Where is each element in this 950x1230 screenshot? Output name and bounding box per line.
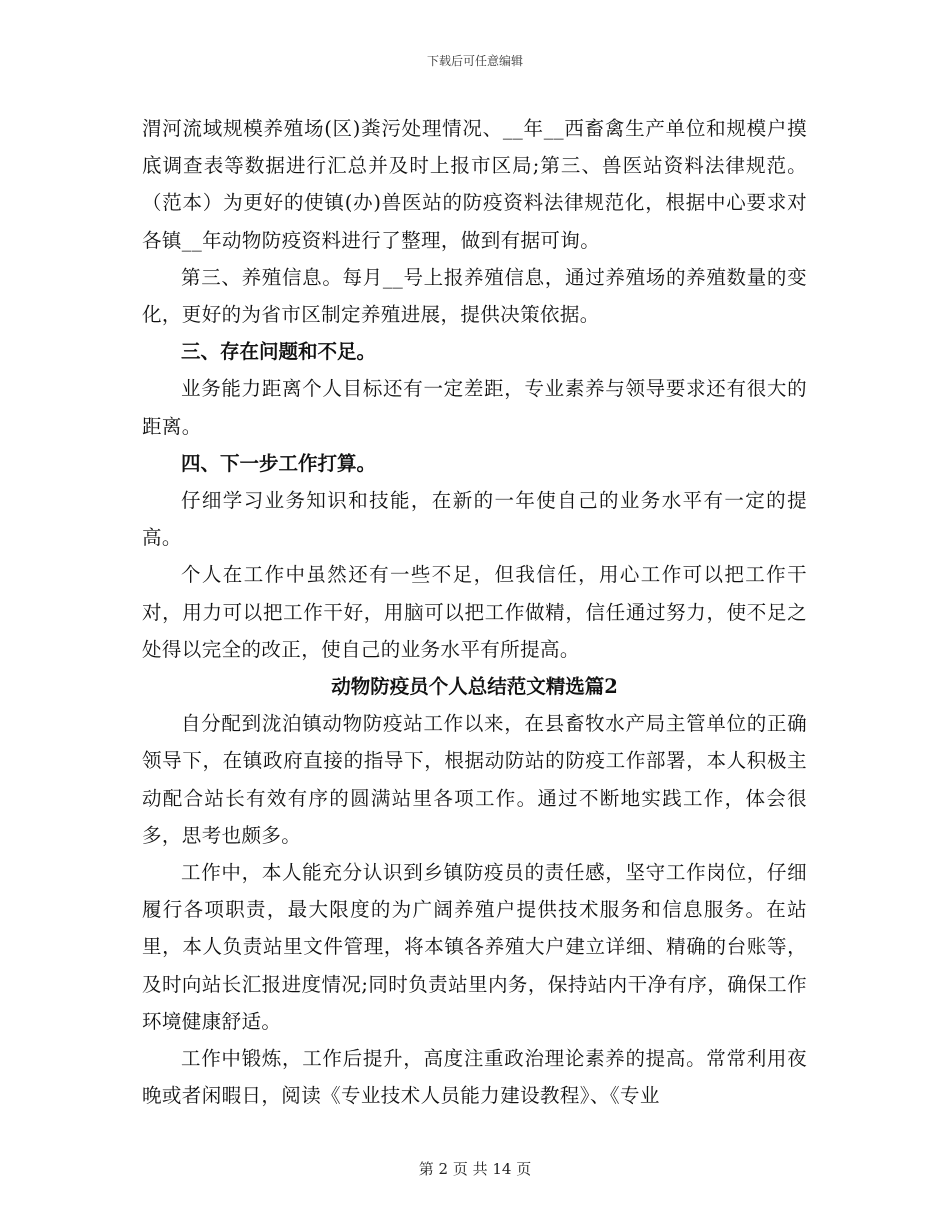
paragraph-self-improvement: 工作中锻炼，工作后提升，高度注重政治理论素养的提高。常常利用夜晚或者闲暇日，阅读《专业技术人员能力建设教程》、《专业: [142, 1047, 807, 1108]
article-title-part-2: 动物防疫员个人总结范文精选篇2: [331, 675, 618, 699]
section-heading-next-steps: 四、下一步工作打算。: [181, 451, 377, 475]
document-body: [142, 110, 807, 1114]
paragraph-problems: 业务能力距离个人目标还有一定差距，专业素养与领导要求还有很大的距离。: [142, 377, 807, 438]
paragraph-manure-data: 渭河流域规模养殖场(区)粪污处理情况、__年__西畜禽生产单位和规模户摸底调查表等数据进行汇总并及时上报市区局;第三、兽医站资料法律规范。（范本）为更好的使镇(办)兽医站的防疫资料法律规范化，根据中心要求对各镇__年动物防疫资料进行了整理，做到有据可询。: [142, 117, 807, 252]
page-number: 第 2 页 共 14 页: [418, 1160, 532, 1178]
section-heading-problems: 三、存在问题和不足。: [181, 340, 377, 364]
paragraph-self-assessment: 个人在工作中虽然还有一些不足，但我信任，用心工作可以把工作干对，用力可以把工作干好，用脑可以把工作做精，信任通过努力，使不足之处得以完全的改正，使自己的业务水平有所提高。: [142, 563, 807, 661]
paragraph-introduction: 自分配到泷泊镇动物防疫站工作以来，在县畜牧水产局主管单位的正确领导下，在镇政府直接的指导下，根据动防站的防疫工作部署，本人积极主动配合站长有效有序的圆满站里各项工作。通过不断地实践工作，体会很多，思考也颇多。: [142, 712, 807, 847]
paragraph-responsibilities: 工作中，本人能充分认识到乡镇防疫员的责任感，坚守工作岗位，仔细履行各项职责，最大限度的为广阔养殖户提供技术服务和信息服务。在站里，本人负责站里文件管理，将本镇各养殖大户建立详细、精确的台账等，及时向站长汇报进度情况;同时负责站里内务，保持站内干净有序，确保工作环境健康舒适。: [142, 861, 807, 1033]
paragraph-study-plan: 仔细学习业务知识和技能，在新的一年使自己的业务水平有一定的提高。: [142, 489, 807, 550]
page-header-note: 下载后可任意编辑: [426, 54, 523, 68]
paragraph-breeding-info: 第三、养殖信息。每月__号上报养殖信息，通过养殖场的养殖数量的变化，更好的为省市区制定养殖进展，提供决策依据。: [142, 265, 807, 327]
